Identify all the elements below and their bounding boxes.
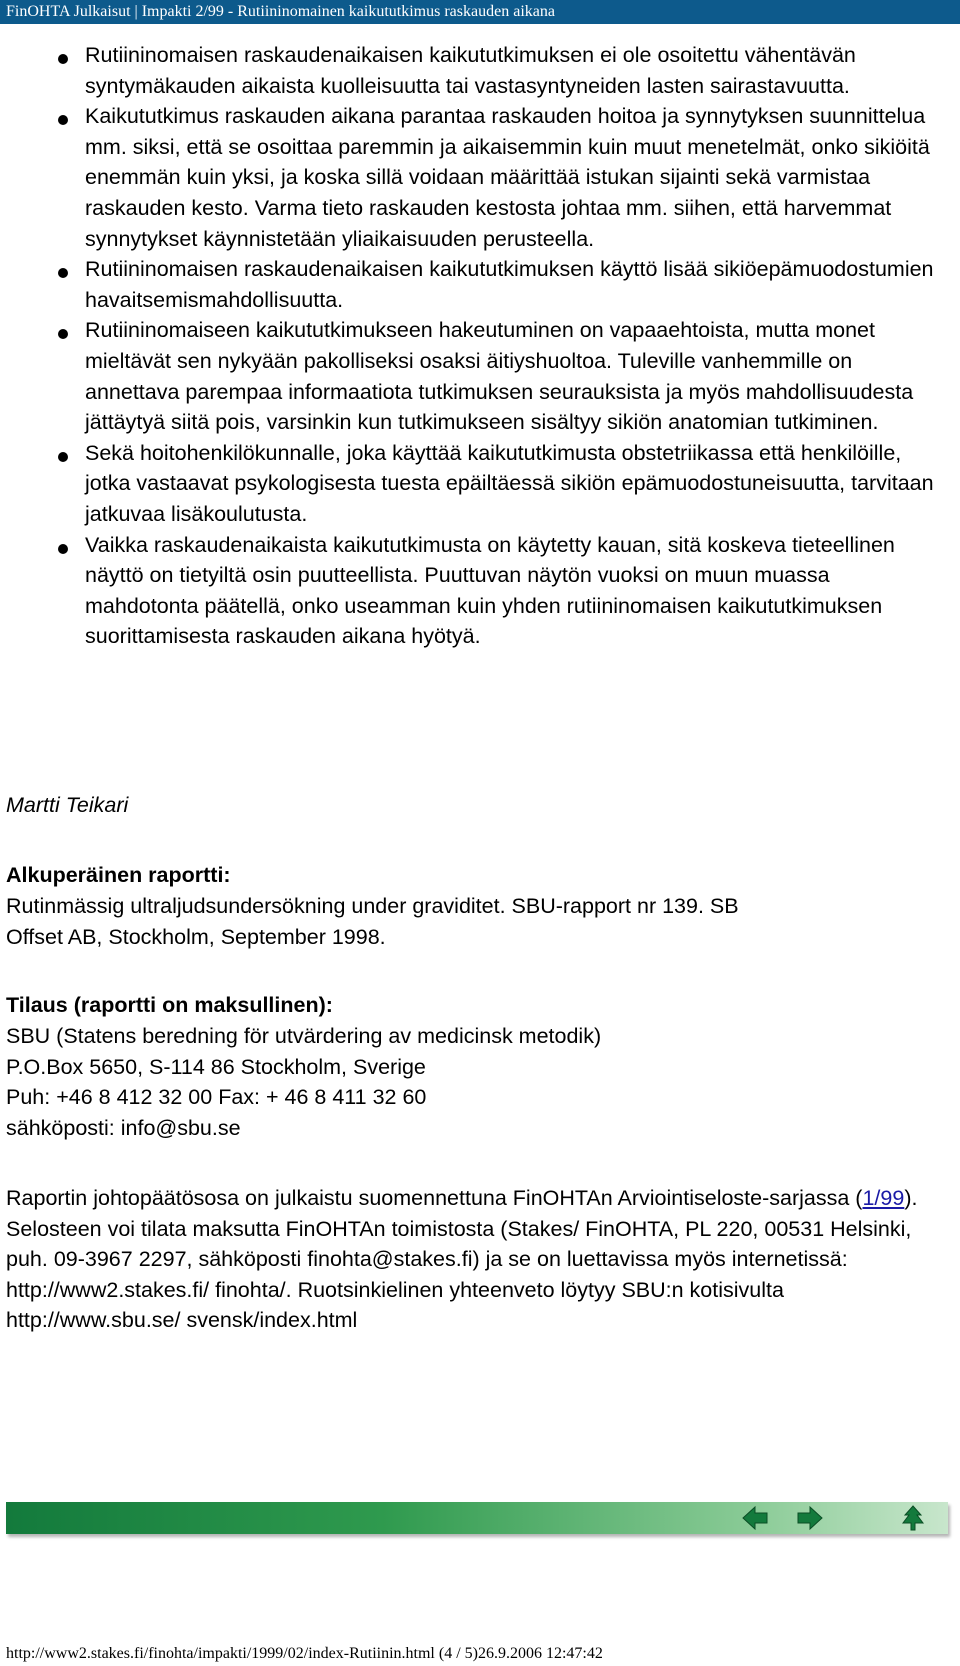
list-item-text: Vaikka raskaudenaikaista kaikututkimusta on käytetty kauan, sitä koskeva tieteellinen näyttö on tietyiltä osin puutteellista. Puuttuvan näytön vuoksi on muun muassa mahdotonta päätellä, onko useamman kuin yhden rutiininomaisen kaikututkimuksen suorittamisesta raskauden aikana hyötyä.	[85, 532, 895, 649]
order-line: P.O.Box 5650, S-114 86 Stockholm, Sverige	[6, 1054, 426, 1079]
arrow-left-icon[interactable]	[741, 1505, 769, 1531]
window-title-bar	[0, 0, 960, 24]
order-line: SBU (Statens beredning för utvärdering av medicinsk metodik)	[6, 1024, 602, 1048]
list-item-text: Kaikututkimus raskauden aikana parantaa raskauden hoitoa ja synnytyksen suunnittelua mm. siksi, että se osoittaa paremmin ja aikaisemmin kuin muut menetelmät, onko sikiöitä enemmän kuin yksi, ja koska sillä voidaan määrittää istukan sijainti sekä varmistaa raskauden kesto. Varma tieto raskauden kestosta johtaa mm. siihen, että harvemmat synnytykset käynnistetään yliaikaisuuden perusteella.	[85, 104, 930, 251]
list-item	[0, 315, 960, 437]
bullet-icon	[58, 329, 68, 339]
report-1-99-link[interactable]: 1/99	[862, 1186, 905, 1210]
navigation-bar	[6, 1502, 948, 1534]
arrow-right-icon[interactable]	[796, 1505, 824, 1531]
bullet-icon	[58, 452, 68, 462]
list-item	[0, 101, 960, 254]
list-item	[0, 438, 960, 530]
bullet-icon	[58, 544, 68, 554]
summary-paragraph	[6, 1183, 946, 1336]
list-item-text: Rutiininomaisen raskaudenaikaisen kaikututkimuksen käyttö lisää sikiöepämuodostumien havaitsemismahdollisuutta.	[85, 257, 934, 312]
order-line: sähköposti: info@sbu.se	[6, 1115, 241, 1140]
summary-text-after: ). Selosteen voi tilata maksutta FinOHTAn toimistosta (Stakes/ FinOHTA, PL 220, 00531 Helsinki, puh. 09-3967 2297, sähköposti finohta@stakes.fi) ja se on luettavissa myös internetissä: http://www2.stakes.fi/ finohta/. Ruotsinkielinen yhteenveto löytyy SBU:n kotisivulta http://www.sbu.se/ svensk/index.html	[6, 1186, 918, 1333]
original-report-heading: Alkuperäinen raportti:	[6, 863, 231, 887]
tree-up-icon[interactable]	[899, 1505, 927, 1531]
key-findings-list	[0, 40, 960, 652]
author-name: Martti Teikari	[6, 793, 129, 817]
list-item-text: Sekä hoitohenkilökunnalle, joka käyttää kaikututkimusta obstetriikassa että henkilöille, jotka vastaavat psykologisesta tuesta epäiltäessä sikiön epämuodostuneisuutta, tarvitaan jatkuvaa lisäkoulutusta.	[85, 440, 934, 526]
citation-line: Rutinmässig ultraljudsundersökning under graviditet. SBU-rapport nr 139. SB	[6, 894, 739, 918]
order-line: Puh: +46 8 412 32 00 Fax: + 46 8 411 32 60	[6, 1085, 427, 1110]
bullet-icon	[58, 115, 68, 125]
order-contact	[6, 1021, 946, 1143]
page-title: FinOHTA Julkaisut | Impakti 2/99 - Rutiininomainen kaikututkimus raskauden aikana	[6, 3, 555, 20]
list-item	[0, 254, 960, 315]
summary-text-before: Raportin johtopäätösosa on julkaistu suomennettuna FinOHTAn Arviointiseloste-sarjassa (	[6, 1186, 863, 1210]
original-report-citation	[6, 891, 946, 952]
bullet-icon	[58, 54, 68, 64]
page-url-footer: http://www2.stakes.fi/finohta/impakti/1999/02/index-Rutiinin.html (4 / 5)26.9.2006 12:47:42	[6, 1645, 603, 1662]
list-item	[0, 40, 960, 101]
list-item	[0, 530, 960, 652]
list-item-text: Rutiininomaisen raskaudenaikaisen kaikututkimuksen ei ole osoitettu vähentävän syntymäkauden aikaista kuolleisuutta tai vastasyntyneiden lasten sairastavuutta.	[85, 43, 856, 98]
order-heading: Tilaus (raportti on maksullinen):	[6, 993, 333, 1017]
list-item-text: Rutiininomaiseen kaikututkimukseen hakeutuminen on vapaaehtoista, mutta monet mieltävät sen nykyään pakolliseksi osaksi äitiyshuoltoa. Tuleville vanhemmille on annettava parempaa informaatiota tutkimuksen seurauksista ja myös mahdollisuudesta jättäytyä siitä pois, varsinkin kun tutkimukseen sisältyy sikiön anatomian tutkiminen.	[85, 318, 914, 435]
bullet-icon	[58, 268, 68, 278]
citation-line: Offset AB, Stockholm, September 1998.	[6, 924, 386, 949]
